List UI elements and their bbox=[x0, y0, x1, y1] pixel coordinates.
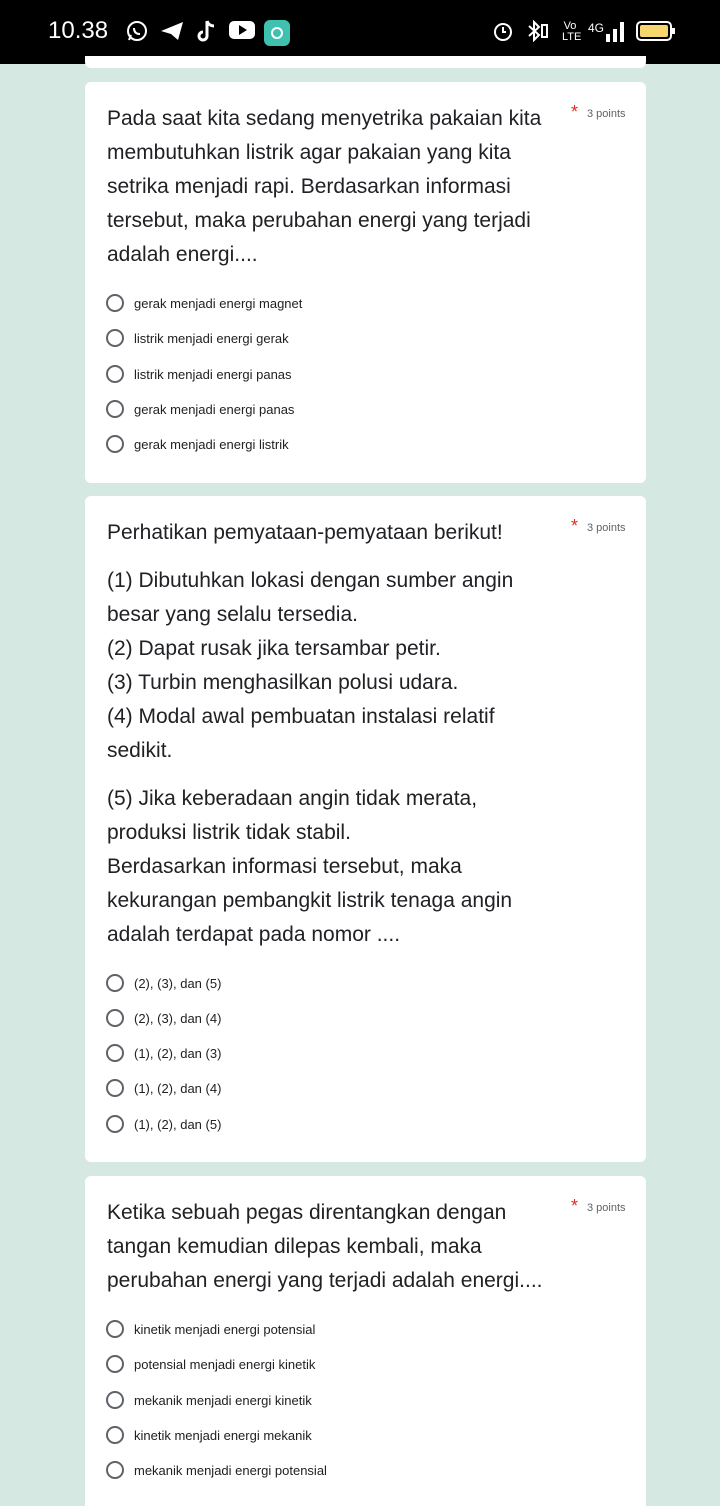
answer-option[interactable] bbox=[106, 432, 289, 456]
question-text bbox=[107, 1196, 557, 1298]
radio-button[interactable] bbox=[106, 1461, 124, 1479]
points-label: 3 points bbox=[587, 108, 626, 120]
alarm-icon bbox=[492, 20, 514, 42]
radio-button[interactable] bbox=[106, 974, 124, 992]
option-label: gerak menjadi energi listrik bbox=[134, 436, 289, 452]
option-label: (2), (3), dan (5) bbox=[134, 975, 222, 991]
whatsapp-icon bbox=[126, 20, 148, 42]
telegram-icon bbox=[160, 20, 184, 42]
answer-option[interactable] bbox=[106, 1076, 221, 1100]
answer-option[interactable] bbox=[106, 326, 289, 350]
battery-icon bbox=[636, 20, 676, 42]
radio-button[interactable] bbox=[106, 400, 124, 418]
question-paragraph: Pada saat kita sedang menyetrika pakaian kita membutuhkan listrik agar pakaian yang kita setrika menjadi rapi. Berdasarkan informasi tersebut, maka perubahan energi yang terjadi adalah energi.... bbox=[107, 107, 542, 266]
required-asterisk: * bbox=[571, 1196, 579, 1216]
option-label: kinetik menjadi energi mekanik bbox=[134, 1427, 312, 1443]
required-asterisk: * bbox=[571, 516, 579, 536]
network-type: 4G bbox=[588, 21, 605, 35]
radio-button[interactable] bbox=[106, 1115, 124, 1133]
answer-option[interactable] bbox=[106, 1006, 221, 1030]
option-label: listrik menjadi energi panas bbox=[134, 366, 292, 382]
option-label: gerak menjadi energi magnet bbox=[134, 295, 303, 311]
radio-button[interactable] bbox=[106, 1391, 124, 1409]
points-label: 3 points bbox=[587, 522, 626, 534]
answer-option[interactable] bbox=[106, 362, 292, 386]
question-paragraph: Berdasarkan informasi tersebut, maka kekurangan pembangkit listrik tenaga angin adalah terdapat pada nomor .... bbox=[107, 855, 513, 946]
status-time: 10.38 bbox=[48, 17, 109, 44]
question-paragraph: (1) Dibutuhkan lokasi dengan sumber angin besar yang selalu tersedia. bbox=[107, 569, 514, 626]
answer-option[interactable] bbox=[106, 1388, 312, 1412]
app-icon bbox=[264, 20, 290, 46]
option-label: (1), (2), dan (4) bbox=[134, 1080, 222, 1096]
option-label: (2), (3), dan (4) bbox=[134, 1010, 222, 1026]
question-card bbox=[85, 82, 646, 483]
youtube-icon bbox=[229, 20, 255, 40]
option-label: potensial menjadi energi kinetik bbox=[134, 1356, 316, 1372]
answer-option[interactable] bbox=[106, 291, 302, 315]
answer-option[interactable] bbox=[106, 1352, 315, 1376]
radio-button[interactable] bbox=[106, 1320, 124, 1338]
question-paragraph: Ketika sebuah pegas direntangkan dengan tangan kemudian dilepas kembali, maka perubahan energi yang terjadi adalah energi.... bbox=[107, 1201, 543, 1292]
previous-card-edge bbox=[85, 56, 646, 68]
question-card bbox=[85, 1176, 646, 1506]
option-label: mekanik menjadi energi kinetik bbox=[134, 1392, 312, 1408]
answer-option[interactable] bbox=[106, 971, 221, 995]
question-paragraph: (5) Jika keberadaan angin tidak merata, produksi listrik tidak stabil. bbox=[107, 787, 478, 844]
radio-button[interactable] bbox=[106, 1009, 124, 1027]
question-text bbox=[107, 102, 557, 272]
question-text bbox=[107, 516, 557, 952]
tiktok-icon bbox=[196, 20, 218, 44]
radio-button[interactable] bbox=[106, 329, 124, 347]
radio-button[interactable] bbox=[106, 1044, 124, 1062]
question-paragraph: (3) Turbin menghasilkan polusi udara. bbox=[107, 671, 459, 694]
option-label: kinetik menjadi energi potensial bbox=[134, 1321, 316, 1337]
question-paragraph: (2) Dapat rusak jika tersambar petir. bbox=[107, 637, 441, 660]
radio-button[interactable] bbox=[106, 1426, 124, 1444]
status-bar bbox=[0, 0, 720, 64]
volte-icon: Vo LTE bbox=[562, 20, 582, 43]
option-label: gerak menjadi energi panas bbox=[134, 401, 295, 417]
bluetooth-icon bbox=[525, 20, 549, 42]
question-paragraph: Perhatikan pemyataan-pemyataan berikut! bbox=[107, 521, 503, 544]
radio-button[interactable] bbox=[106, 1355, 124, 1373]
required-asterisk: * bbox=[571, 102, 579, 122]
question-card bbox=[85, 496, 646, 1162]
radio-button[interactable] bbox=[106, 365, 124, 383]
radio-button[interactable] bbox=[106, 294, 124, 312]
answer-option[interactable] bbox=[106, 397, 294, 421]
answer-option[interactable] bbox=[106, 1112, 221, 1136]
option-label: listrik menjadi energi gerak bbox=[134, 330, 289, 346]
answer-option[interactable] bbox=[106, 1317, 315, 1341]
radio-button[interactable] bbox=[106, 1079, 124, 1097]
answer-option[interactable] bbox=[106, 1041, 221, 1065]
answer-option[interactable] bbox=[106, 1458, 327, 1482]
option-label: (1), (2), dan (3) bbox=[134, 1045, 222, 1061]
radio-button[interactable] bbox=[106, 435, 124, 453]
option-label: (1), (2), dan (5) bbox=[134, 1116, 222, 1132]
option-label: mekanik menjadi energi potensial bbox=[134, 1462, 327, 1478]
question-paragraph: (4) Modal awal pembuatan instalasi relatif sedikit. bbox=[107, 705, 495, 762]
signal-icon bbox=[606, 20, 626, 42]
answer-option[interactable] bbox=[106, 1423, 312, 1447]
points-label: 3 points bbox=[587, 1202, 626, 1214]
